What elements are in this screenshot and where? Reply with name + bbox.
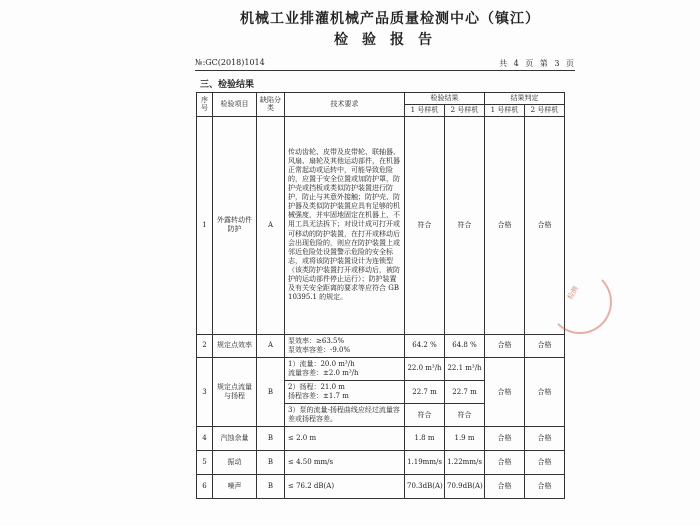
row-tech-line: 流量容差：±2.0 m³/h xyxy=(288,368,359,377)
row-result-2: 70.9dB(A) xyxy=(445,475,485,499)
row-tech: ≤ 4.50 mm/s xyxy=(285,451,405,475)
row-result-1: 64.2 % xyxy=(405,334,445,357)
row-judge-1: 合格 xyxy=(485,451,525,475)
col-judge: 结果判定 xyxy=(485,93,565,105)
row-judge-2: 合格 xyxy=(525,475,565,499)
row-result-2: 22.1 m³/h xyxy=(445,357,485,380)
table-row xyxy=(197,475,565,499)
row-judge-2: 合格 xyxy=(525,334,565,357)
row-tech xyxy=(285,380,405,403)
row-tech: 3）泵的流量-扬程曲线应经过流量容差或扬程容差。 xyxy=(285,404,405,427)
row-defect: B xyxy=(257,427,285,451)
row-result-1: 1.8 m xyxy=(405,427,445,451)
row-defect: A xyxy=(257,116,285,334)
row-tech: ≤ 76.2 dB(A) xyxy=(285,475,405,499)
row-item: 外露转动件防护 xyxy=(213,116,257,334)
report-number: №:GC(2018)1014 xyxy=(195,58,265,67)
row-result-1: 70.3dB(A) xyxy=(405,475,445,499)
row-judge-1: 合格 xyxy=(485,334,525,357)
stamp-text: 检测 xyxy=(566,284,580,302)
row-result-1: 22.0 m³/h xyxy=(405,357,445,380)
row-judge-2: 合格 xyxy=(525,427,565,451)
row-judge-1: 合格 xyxy=(485,427,525,451)
col-result-sample1: 1 号样机 xyxy=(405,104,445,116)
row-judge-2: 合格 xyxy=(525,357,565,427)
results-table xyxy=(196,92,565,499)
row-item: 噪声 xyxy=(213,475,257,499)
row-defect: B xyxy=(257,357,285,427)
row-result-2: 1.22mm/s xyxy=(445,451,485,475)
row-defect: B xyxy=(257,475,285,499)
row-seq: 1 xyxy=(197,116,213,334)
col-judge-sample1: 1 号样机 xyxy=(485,104,525,116)
row-result-1: 1.19mm/s xyxy=(405,451,445,475)
row-tech-line: 2）扬程：21.0 m xyxy=(288,382,345,391)
table-row xyxy=(197,357,565,380)
row-tech xyxy=(285,334,405,357)
row-seq: 2 xyxy=(197,334,213,357)
row-judge-2: 合格 xyxy=(525,451,565,475)
row-tech: ≤ 2.0 m xyxy=(285,427,405,451)
inspection-stamp xyxy=(548,270,612,334)
row-item: 振动 xyxy=(213,451,257,475)
row-tech xyxy=(285,357,405,380)
row-tech-line: 1）流量：20.0 m³/h xyxy=(288,359,355,368)
row-seq: 3 xyxy=(197,357,213,427)
table-row xyxy=(197,451,565,475)
row-result-1: 22.7 m xyxy=(405,380,445,403)
report-subtitle: 检验报告 xyxy=(334,32,446,48)
row-tech-line: 泵效率容差：-9.0% xyxy=(288,345,351,354)
col-item: 检验项目 xyxy=(213,93,257,117)
row-seq: 5 xyxy=(197,451,213,475)
row-result-2: 符合 xyxy=(445,116,485,334)
table-row xyxy=(197,334,565,357)
section-title: 三、检验结果 xyxy=(200,80,255,90)
col-tech: 技术要求 xyxy=(285,93,405,117)
row-tech-line: 扬程容差：±1.7 m xyxy=(288,391,349,400)
row-judge-1: 合格 xyxy=(485,475,525,499)
report-title: 机械工业排灌机械产品质量检测中心（镇江） xyxy=(240,11,540,27)
col-seq: 序号 xyxy=(197,93,213,117)
table-row xyxy=(197,116,565,334)
row-item: 规定点效率 xyxy=(213,334,257,357)
col-judge-sample2: 2 号样机 xyxy=(525,104,565,116)
col-result: 检验结果 xyxy=(405,93,485,105)
page-info: 共 4 页 第 3 页 xyxy=(499,59,574,68)
table-header-row xyxy=(197,93,565,105)
row-judge-1: 合格 xyxy=(485,116,525,334)
row-result-2: 22.7 m xyxy=(445,380,485,403)
row-defect: A xyxy=(257,334,285,357)
row-result-2: 64.8 % xyxy=(445,334,485,357)
row-judge-2: 合格 xyxy=(525,116,565,334)
col-result-sample2: 2 号样机 xyxy=(445,104,485,116)
row-result-2: 符合 xyxy=(445,404,485,427)
row-defect: B xyxy=(257,451,285,475)
row-result-2: 1.9 m xyxy=(445,427,485,451)
row-tech: 传动齿轮、皮带及皮带轮、联轴器、风扇、扇轮及其他运动部件，在机器正常起动或运转中，可能导致危险的，应置于安全位置或加防护罩，防护壳或挡板或类似防护装置进行防护，防止与其意外接触；防护壳、防护器及类似防护装置应具有足够的机械强度，并牢固地固定在机器上，不用工具无法拆下；对设计成可打开或可移动的防护装置，在打开或移动后会出现危险的，则应在防护装置上或邻近危险处设置警示危险的安全标志，或将该防护装置设计为连锁型（该类防护装置打开或移动后，被防护的运动部件停止运行）；防护装置及有关安全距离的要求等应符合 GB 10395.1 的规定。 xyxy=(285,116,405,334)
row-seq: 4 xyxy=(197,427,213,451)
row-result-1: 符合 xyxy=(405,404,445,427)
row-result-1: 符合 xyxy=(405,116,445,334)
row-item: 汽蚀余量 xyxy=(213,427,257,451)
header-divider xyxy=(195,70,575,71)
col-defect: 缺陷分类 xyxy=(257,93,285,117)
row-judge-1: 合格 xyxy=(485,357,525,427)
row-item: 规定点流量与扬程 xyxy=(213,357,257,427)
row-tech-line: 泵效率：≥63.5% xyxy=(288,336,345,345)
row-seq: 6 xyxy=(197,475,213,499)
table-row xyxy=(197,427,565,451)
